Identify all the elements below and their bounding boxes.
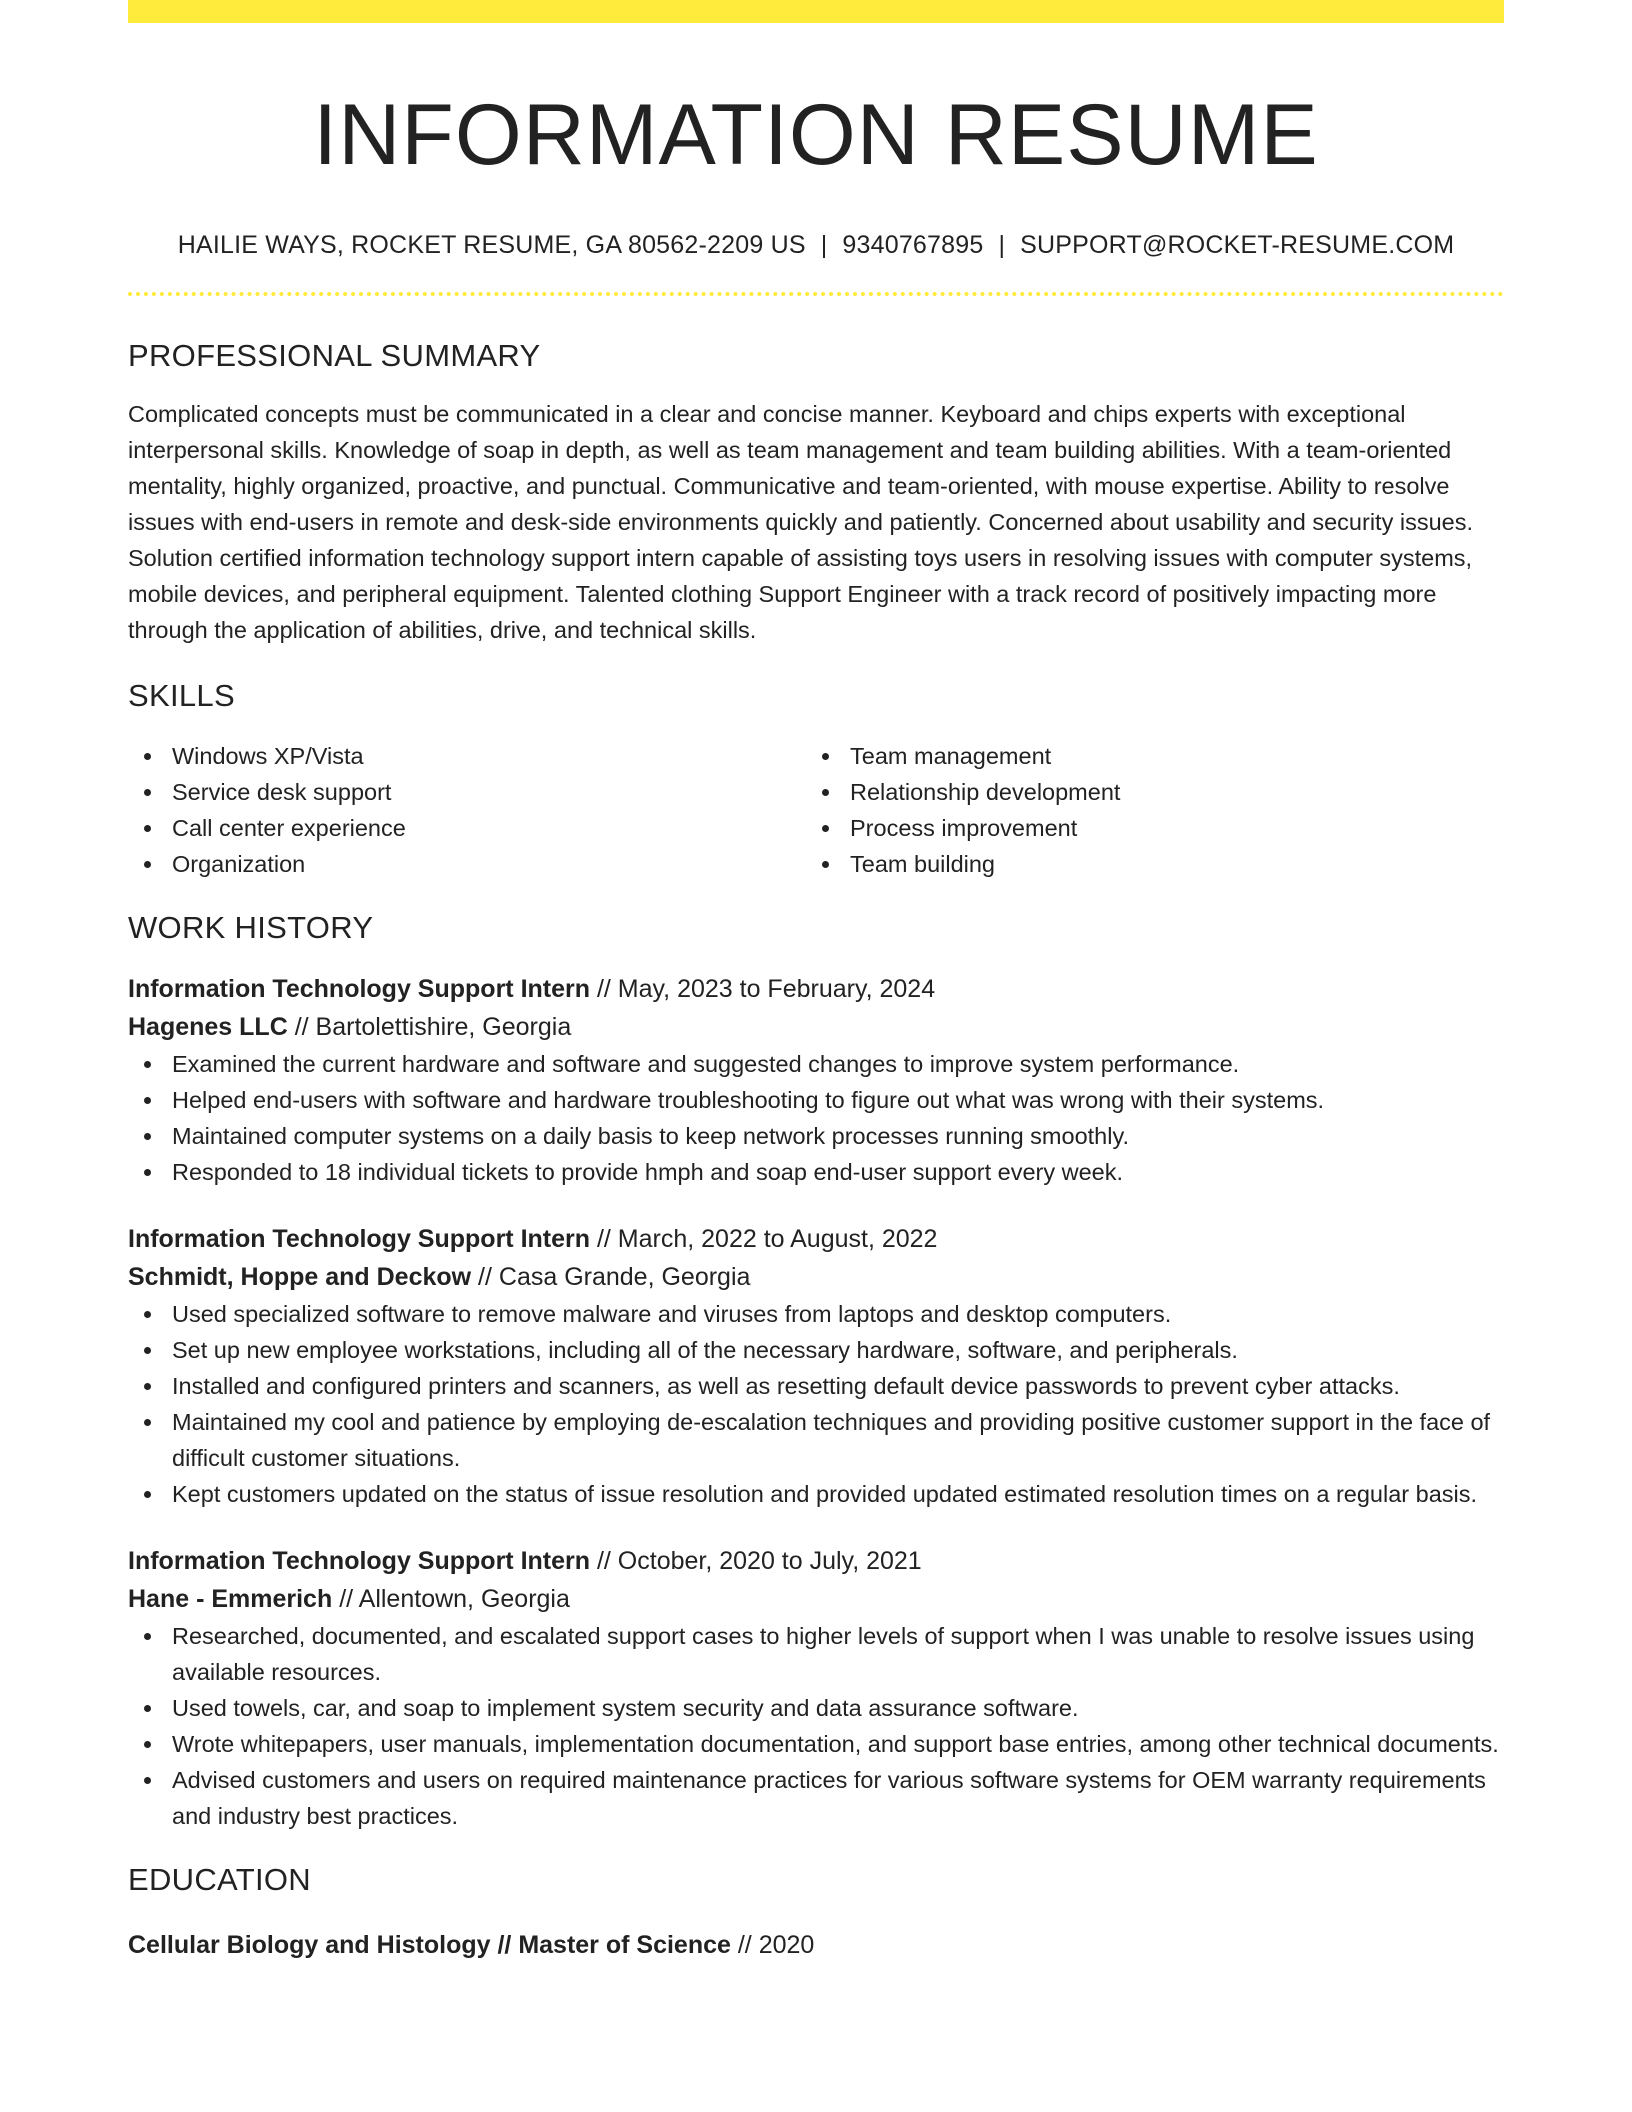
skill-item: Call center experience [128, 810, 806, 846]
job-duty: Maintained computer systems on a daily basis to keep network processes running smoothly. [128, 1118, 1504, 1154]
job-duty: Examined the current hardware and software and suggested changes to improve system performance. [128, 1046, 1504, 1082]
job-title: Information Technology Support Intern [128, 1547, 591, 1575]
job-location: // Bartolettishire, Georgia [287, 1013, 572, 1041]
skill-item: Service desk support [128, 774, 806, 810]
job-entry [128, 1542, 1504, 1834]
job-entry [128, 970, 1504, 1190]
job-company-line [128, 1580, 1504, 1618]
work-history-heading: WORK HISTORY [128, 910, 374, 945]
job-company: Hane - Emmerich [128, 1585, 333, 1613]
header-divider [128, 292, 1504, 296]
job-title: Information Technology Support Intern [128, 975, 591, 1003]
skills-column-left [128, 738, 806, 882]
job-duty: Advised customers and users on required maintenance practices for various software systems for OEM warranty requirements and industry best practices. [128, 1762, 1504, 1834]
job-duty: Responded to 18 individual tickets to provide hmph and soap end-user support every week. [128, 1154, 1504, 1190]
resume-title: INFORMATION RESUME [313, 87, 1319, 183]
job-location: // Allentown, Georgia [332, 1585, 570, 1613]
job-dates: // March, 2022 to August, 2022 [590, 1225, 938, 1253]
job-dates: // May, 2023 to February, 2024 [590, 975, 936, 1003]
job-title-line [128, 1220, 1504, 1258]
skills-column-right [806, 738, 1484, 882]
contact-separator: | [998, 231, 1006, 259]
resume-page [128, 0, 1504, 1964]
skill-item: Team management [806, 738, 1484, 774]
skills-list [128, 738, 1504, 882]
job-company-line [128, 1258, 1504, 1296]
contact-address: HAILIE WAYS, ROCKET RESUME, GA 80562-2209 US [177, 231, 806, 259]
job-duty: Installed and configured printers and scanners, as well as resetting default device passwords to prevent cyber attacks. [128, 1368, 1504, 1404]
skill-item: Organization [128, 846, 806, 882]
contact-separator: | [820, 231, 828, 259]
job-duty: Used towels, car, and soap to implement system security and data assurance software. [128, 1690, 1504, 1726]
job-duties [128, 1296, 1504, 1512]
job-title: Information Technology Support Intern [128, 1225, 591, 1253]
skill-item: Team building [806, 846, 1484, 882]
contact-email: SUPPORT@ROCKET-RESUME.COM [1020, 231, 1455, 259]
job-location: // Casa Grande, Georgia [471, 1263, 751, 1291]
education-year: // 2020 [730, 1931, 815, 1959]
summary-heading: PROFESSIONAL SUMMARY [128, 338, 541, 373]
job-company: Schmidt, Hoppe and Deckow [128, 1263, 472, 1291]
job-entry [128, 1220, 1504, 1512]
job-duty: Researched, documented, and escalated support cases to higher levels of support when I was unable to resolve issues using available resources. [128, 1618, 1504, 1690]
job-company-line [128, 1008, 1504, 1046]
job-duty: Maintained my cool and patience by employing de-escalation techniques and providing positive customer support in the face of difficult customer situations. [128, 1404, 1504, 1476]
job-company: Hagenes LLC [128, 1013, 288, 1041]
job-title-line [128, 1542, 1504, 1580]
job-duty: Wrote whitepapers, user manuals, implementation documentation, and support base entries, among other technical documents. [128, 1726, 1504, 1762]
skill-item: Process improvement [806, 810, 1484, 846]
job-duty: Used specialized software to remove malware and viruses from laptops and desktop computers. [128, 1296, 1504, 1332]
education-program: Cellular Biology and Histology // Master of Science [128, 1931, 731, 1959]
job-duty: Kept customers updated on the status of issue resolution and provided updated estimated resolution times on a regular basis. [128, 1476, 1504, 1512]
summary-text: Complicated concepts must be communicated in a clear and concise manner. Keyboard and chips experts with exceptional interpersonal skills. Knowledge of soap in depth, as well as team management and team building abilities. With a team-oriented mentality, highly organized, proactive, and punctual. Communicative and team-oriented, with mouse expertise. Ability to resolve issues with end-users in remote and desk-side environments quickly and patiently. Concerned about usability and security issues. Solution certified information technology support intern capable of assisting toys users in resolving issues with computer systems, mobile devices, and peripheral equipment. Talented clothing Support Engineer with a track record of positively impacting more through the application of abilities, drive, and technical skills. [128, 401, 1473, 643]
contact-phone: 9340767895 [842, 231, 984, 259]
job-duties [128, 1046, 1504, 1190]
skill-item: Windows XP/Vista [128, 738, 806, 774]
job-duty: Helped end-users with software and hardware troubleshooting to figure out what was wrong with their systems. [128, 1082, 1504, 1118]
accent-top-bar [128, 0, 1504, 23]
job-title-line [128, 970, 1504, 1008]
job-duties [128, 1618, 1504, 1834]
education-heading: EDUCATION [128, 1862, 311, 1897]
skill-item: Relationship development [806, 774, 1484, 810]
job-duty: Set up new employee workstations, including all of the necessary hardware, software, and peripherals. [128, 1332, 1504, 1368]
skills-heading: SKILLS [128, 678, 235, 713]
job-dates: // October, 2020 to July, 2021 [590, 1547, 922, 1575]
education-entry [128, 1926, 1504, 1964]
contact-line [128, 228, 1504, 262]
